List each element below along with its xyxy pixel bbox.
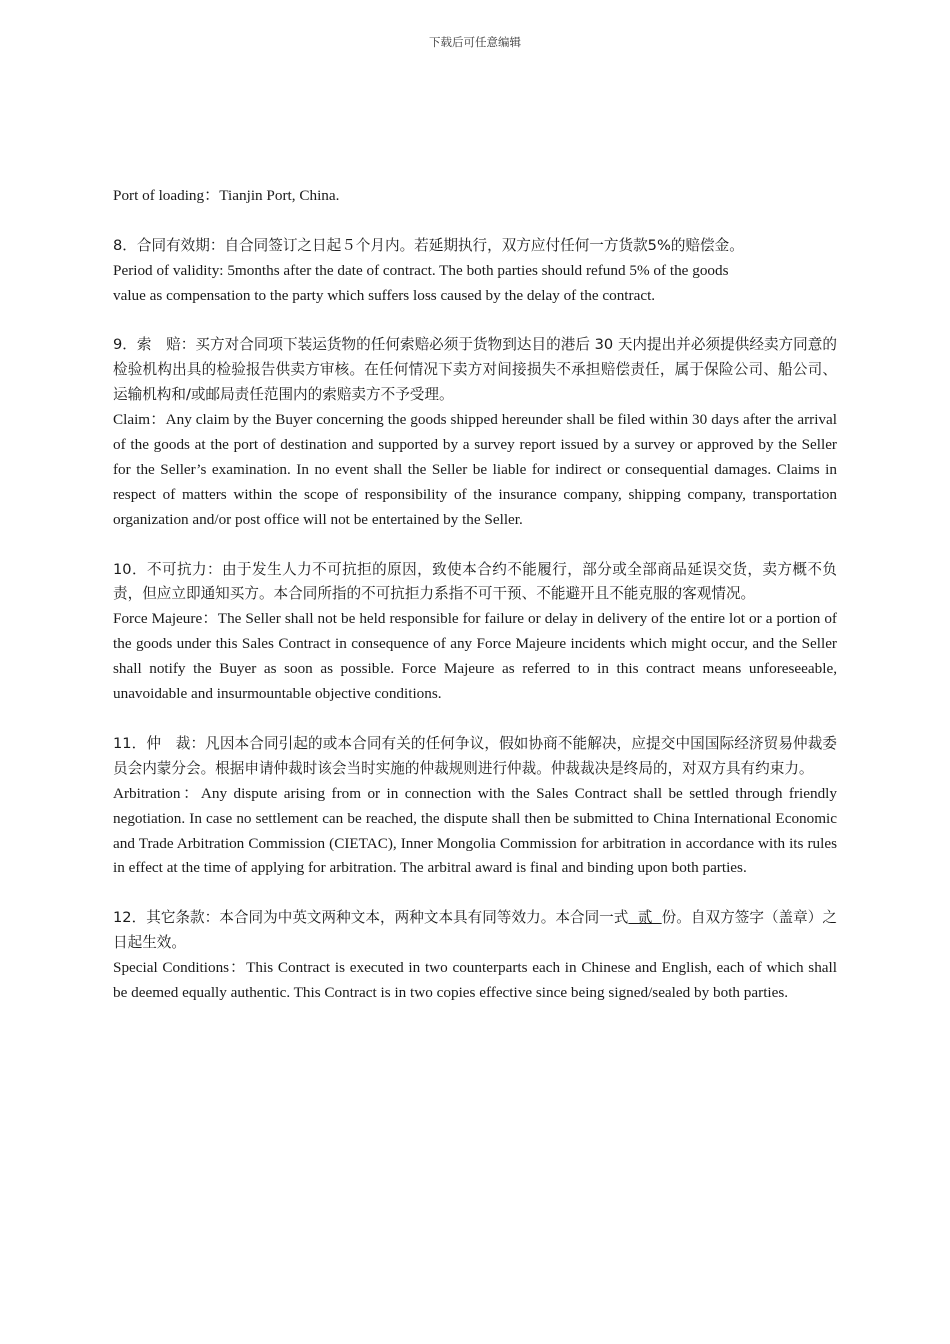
copies-count: 贰 xyxy=(628,909,662,927)
contract-body xyxy=(113,184,837,1006)
spacer xyxy=(113,881,837,906)
clause-12-cn xyxy=(113,906,837,956)
clause-8-en-line-1: Period of validity: 5months after the date of contract. The both parties should refund 5% of the goods xyxy=(113,261,729,279)
port-of-loading: Port of loading：Tianjin Port, China. xyxy=(113,187,340,204)
clause-11-en: Arbitration：Any dispute arising from or in connection with the Sales Contract shall be settled through friendly negotiation. In case no settlement can be reached, the dispute shall then be submitted to China International Economic and Trade Arbitration Commission (CIETAC), Inner Mongolia Commission for arbitration in accordance with its rules in effect at the time of applying for arbitration. The arbitral award is final and binding upon both parties. xyxy=(113,784,837,877)
spacer xyxy=(113,533,837,558)
clause-8-cn: 8．合同有效期：自合同签订之日起５个月内。若延期执行，双方应付任何一方货款5%的赔偿金。 xyxy=(113,236,744,254)
clause-9-cn: 9．索 赔：买方对合同项下装运货物的任何索赔必须于货物到达目的港后 30 天内提出并必须提供经卖方同意的检验机构出具的检验报告供卖方审核。在任何情况下卖方对间接损失不承担赔偿责任，属于保险公司、船公司、运输机构和/或邮局责任范围内的索赔卖方不予受理。 xyxy=(113,336,837,404)
clause-12-en: Special Conditions：This Contract is executed in two counterparts each in Chinese and English, each of which shall be deemed equally authentic. This Contract is in two copies effective since being signed/sealed by both parties. xyxy=(113,959,837,1001)
clause-10-en: Force Majeure：The Seller shall not be held responsible for failure or delay in delivery of the entire lot or a portion of the goods under this Sales Contract in consequence of any Force Majeure incidents which might occur, and the Seller shall notify the Buyer as soon as possible. Force Majeure as referred to in this contract means unforeseeable, unavoidable and insurmountable objective conditions. xyxy=(113,610,837,703)
clause-12-cn-part-b: 份。自双方签字（盖章）之日起生效。 xyxy=(113,909,837,952)
clause-9-en: Claim：Any claim by the Buyer concerning the goods shipped hereunder shall be filed within 30 days after the arrival of the goods at the port of destination and supported by a survey report issued by a survey or approved by the Seller for the Seller’s examination. In no event shall the Seller be liable for indirect or consequential damages. Claims in respect of matters within the scope of responsibility of the insurance company, shipping company, transportation organization and/or post office will not be entertained by the Seller. xyxy=(113,411,837,528)
clause-11-cn: 11．仲 裁：凡因本合同引起的或本合同有关的任何争议，假如协商不能解决，应提交中国国际经济贸易仲裁委员会内蒙分会。根据申请仲裁时该会当时实施的仲裁规则进行仲裁。仲裁裁决是终局的，对双方具有约束力。 xyxy=(113,734,837,777)
clause-10-cn: 10．不可抗力：由于发生人力不可抗拒的原因，致使本合约不能履行，部分或全部商品延误交货，卖方概不负责，但应立即通知买方。本合同所指的不可抗拒力系指不可干预、不能避开且不能克服的客观情况。 xyxy=(113,560,837,603)
page-header: 下载后可任意编辑 xyxy=(429,35,521,49)
spacer xyxy=(113,707,837,732)
spacer xyxy=(113,209,837,234)
spacer xyxy=(113,309,837,334)
clause-12-cn-part-a: 12．其它条款：本合同为中英文两种文本，两种文本具有同等效力。本合同一式 xyxy=(113,909,629,927)
clause-8-en-line-2: value as compensation to the party which suffers loss caused by the delay of the contract. xyxy=(113,286,656,304)
